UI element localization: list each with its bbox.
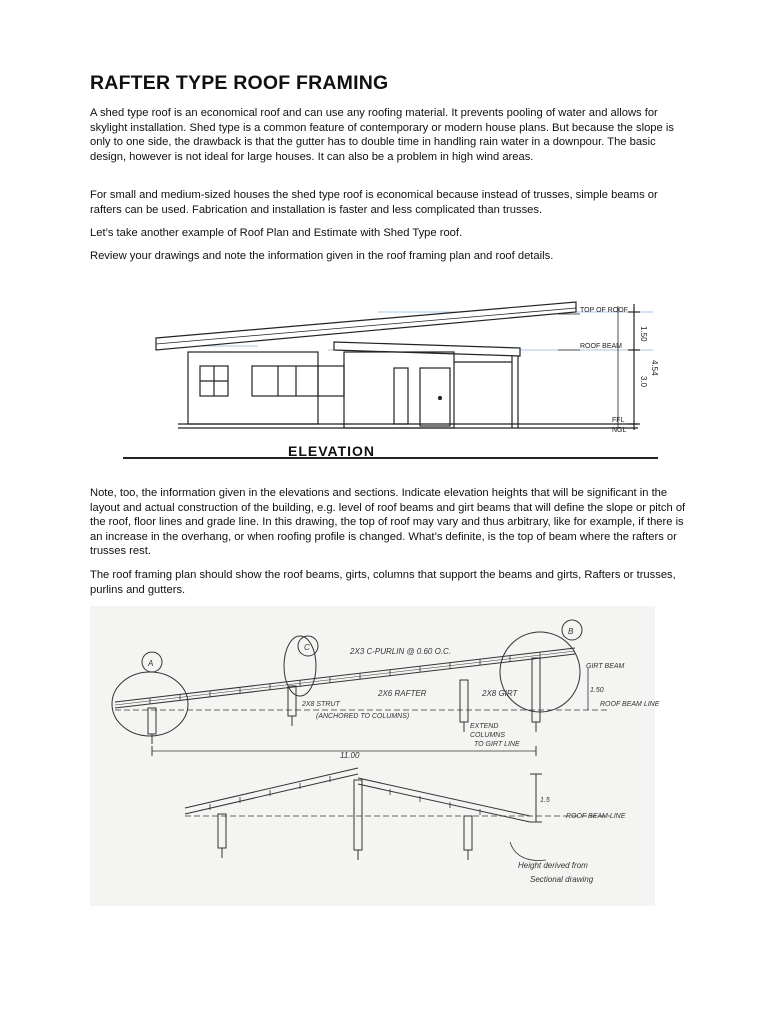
- total-height-dimension: 4.54: [650, 360, 659, 376]
- roof-beam-line-label: ROOF BEAM LINE: [600, 701, 660, 708]
- purlin-label: 2X3 C-PURLIN @ 0.60 O.C.: [350, 647, 452, 656]
- lower-dimension-label: 1.5: [540, 797, 550, 804]
- example-paragraph: Let’s take another example of Roof Plan and Estimate with Shed Type roof.: [90, 227, 463, 239]
- span-dimension: 11.00: [340, 751, 360, 760]
- elevation-drawing: [118, 268, 658, 474]
- economy-paragraph: For small and medium-sized houses the shed type roof is economical because instead of trusses, simple beams or rafters can be used. Fabrication and installation is faster and less complicated than trusses.: [90, 189, 658, 216]
- top-of-roof-label: TOP OF ROOF: [580, 307, 628, 314]
- intro-paragraph: A shed type roof is an economical roof and can use any roofing material. It prevents pooling of water and allows for skylight installation. Shed type is a common feature of contemporary or modern house plans. But because the slope is only to one side, the drawback is that the gutter has to double time in handling rain water in a downpour. The basic design, however is not ideal for large houses. It can also be a problem in high wind areas.: [90, 107, 674, 163]
- detail-marker-a: A: [148, 659, 154, 668]
- wall-height-dimension: 3.0: [639, 376, 648, 388]
- roof-height-dimension: 1.50: [639, 326, 648, 342]
- elevations-note-paragraph: Note, too, the information given in the elevations and sections. Indicate elevation heights that will be significant in the layout and actual construction of the building, e.g. level of roof beams and girt beams that will define the slope or pitch of the roof, floor lines and grade line. In this drawing, the top of roof may vary and thus arbitrary, like for example, if there is an increase in the overhang, or when roofing profile is changed. What’s definite, is the top of beam where the rafters or trusses rest.: [90, 487, 686, 558]
- page-title: RAFTER TYPE ROOF FRAMING: [90, 72, 389, 94]
- review-paragraph: Review your drawings and note the information given in the roof framing plan and roof details.: [90, 250, 554, 262]
- roof-beam-line-label-lower: ROOF BEAM LINE: [566, 813, 626, 820]
- detail-marker-b: B: [568, 627, 574, 636]
- girt-beam-label: GIRT BEAM: [586, 663, 625, 670]
- height-note-line-1: Height derived from: [518, 861, 588, 870]
- height-note-line-2: Sectional drawing: [530, 875, 594, 884]
- roof-beam-label: ROOF BEAM: [580, 343, 623, 350]
- framing-section-sketch: [90, 606, 660, 906]
- extend-label-3: TO GIRT LINE: [474, 741, 520, 748]
- rafter-label: 2X6 RAFTER: [378, 689, 427, 698]
- extend-label-1: EXTEND: [470, 723, 499, 730]
- extend-label-2: COLUMNS: [470, 732, 506, 739]
- strut-anchor-label: (ANCHORED TO COLUMNS): [316, 713, 410, 720]
- ffl-label: FFL: [612, 417, 625, 424]
- ngl-label: NGL: [612, 427, 627, 434]
- elevation-caption: ELEVATION: [288, 443, 376, 459]
- framing-plan-paragraph: The roof framing plan should show the roof beams, girts, columns that support the beams and girts, Rafters or trusses, purlins and gutters.: [90, 569, 676, 596]
- girt-label: 2X8 GIRT: [482, 689, 518, 698]
- strut-label: 2X8 STRUT: [302, 701, 340, 708]
- detail-marker-c: C: [304, 643, 310, 652]
- upper-dimension-label: 1.50: [590, 687, 604, 694]
